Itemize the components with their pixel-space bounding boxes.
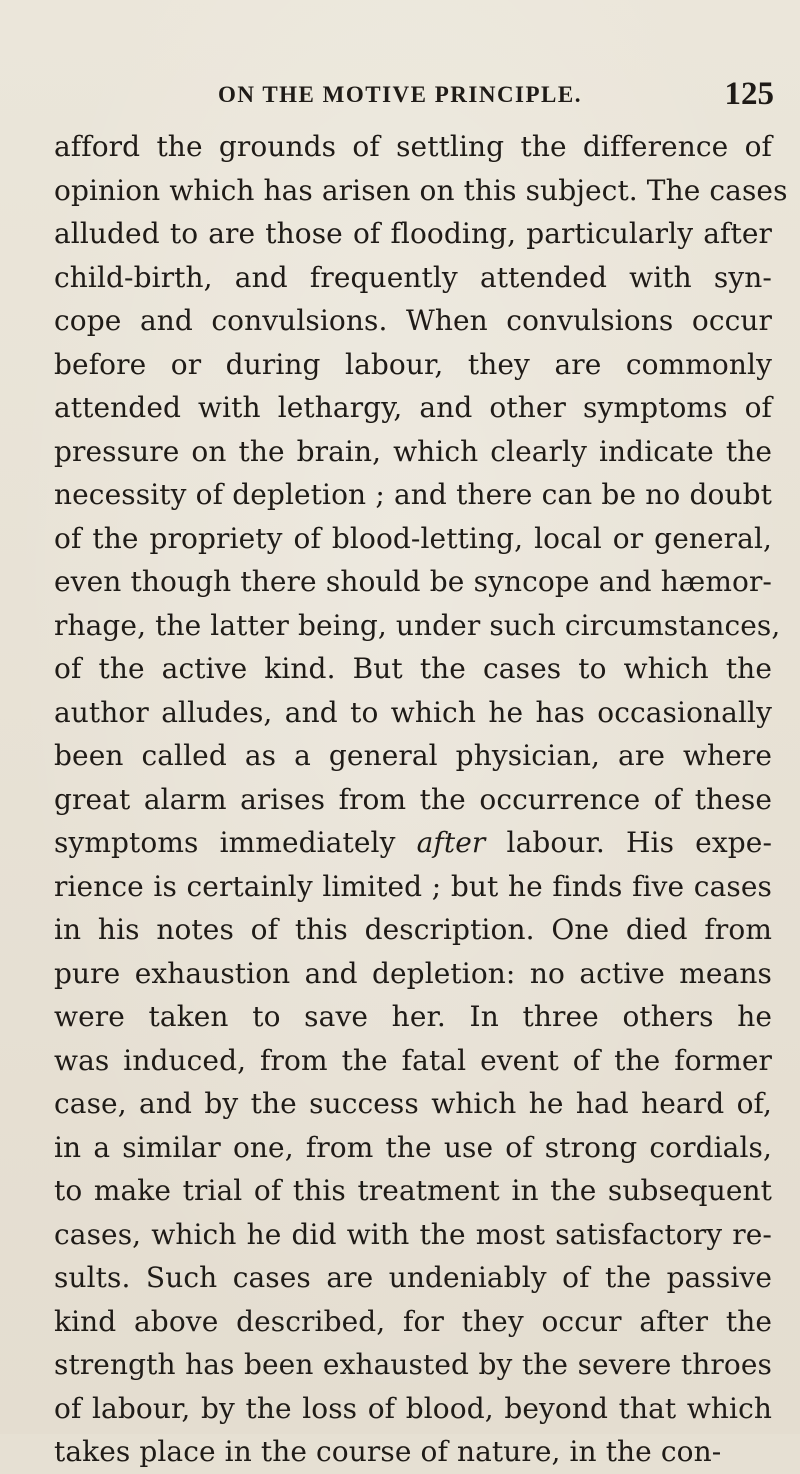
text-line: rhage, the latter being, under such circumstances,	[54, 608, 781, 642]
text-line: of the propriety of blood-letting, local or general,	[54, 521, 772, 555]
text-line: before or during labour, they are commonly	[54, 347, 772, 381]
text-line: in a similar one, from the use of strong cordials,	[54, 1130, 772, 1164]
text-line: been called as a general physician, are where	[54, 739, 772, 772]
text-line: kind above described, for they occur after the	[54, 1304, 772, 1338]
text-segment: symptoms immediately	[54, 826, 417, 859]
italic-word: after	[416, 826, 486, 859]
page-number: 125	[724, 76, 774, 112]
text-line-with-italic	[54, 821, 772, 865]
text-line: of the active kind. But the cases to which the	[54, 652, 772, 685]
text-line: was induced, from the fatal event of the former	[54, 1043, 772, 1077]
text-line: even though there should be syncope and hæmor-	[54, 565, 772, 598]
text-line: pure exhaustion and depletion: no active means	[54, 956, 772, 990]
text-line: opinion which has arisen on this subject. The cases	[54, 173, 788, 207]
running-head: ON THE MOTIVE PRINCIPLE.	[217, 82, 582, 107]
body-text	[54, 125, 788, 1474]
text-line: takes place in the course of nature, in the con-	[54, 1435, 722, 1468]
text-line: alluded to are those of flooding, particularly after	[54, 217, 772, 250]
text-line: author alludes, and to which he has occasionally	[54, 695, 772, 729]
page-header	[0, 76, 800, 116]
text-line: of labour, by the loss of blood, beyond that which	[54, 1391, 772, 1425]
text-segment: labour. His expe-	[485, 826, 773, 859]
text-line: pressure on the brain, which clearly indicate the	[54, 434, 772, 468]
text-line: afford the grounds of settling the difference of	[54, 130, 772, 163]
text-line: case, and by the success which he had heard of,	[54, 1087, 772, 1120]
text-line: strength has been exhausted by the severe throes	[54, 1348, 772, 1381]
text-line: necessity of depletion ; and there can be no doubt	[54, 478, 772, 511]
text-line: in his notes of this description. One died from	[54, 913, 772, 946]
text-line: sults. Such cases are undeniably of the passive	[54, 1261, 772, 1294]
text-line: rience is certainly limited ; but he finds five cases	[54, 869, 772, 903]
text-line: cases, which he did with the most satisfactory re-	[54, 1217, 772, 1251]
text-line: cope and convulsions. When convulsions occur	[54, 304, 772, 337]
text-line: were taken to save her. In three others he	[54, 1000, 772, 1033]
text-line: to make trial of this treatment in the subsequent	[54, 1174, 772, 1207]
text-line: great alarm arises from the occurrence of these	[54, 782, 772, 816]
text-line: child-birth, and frequently attended with syn-	[54, 260, 772, 294]
text-line: attended with lethargy, and other symptoms of	[54, 391, 772, 424]
